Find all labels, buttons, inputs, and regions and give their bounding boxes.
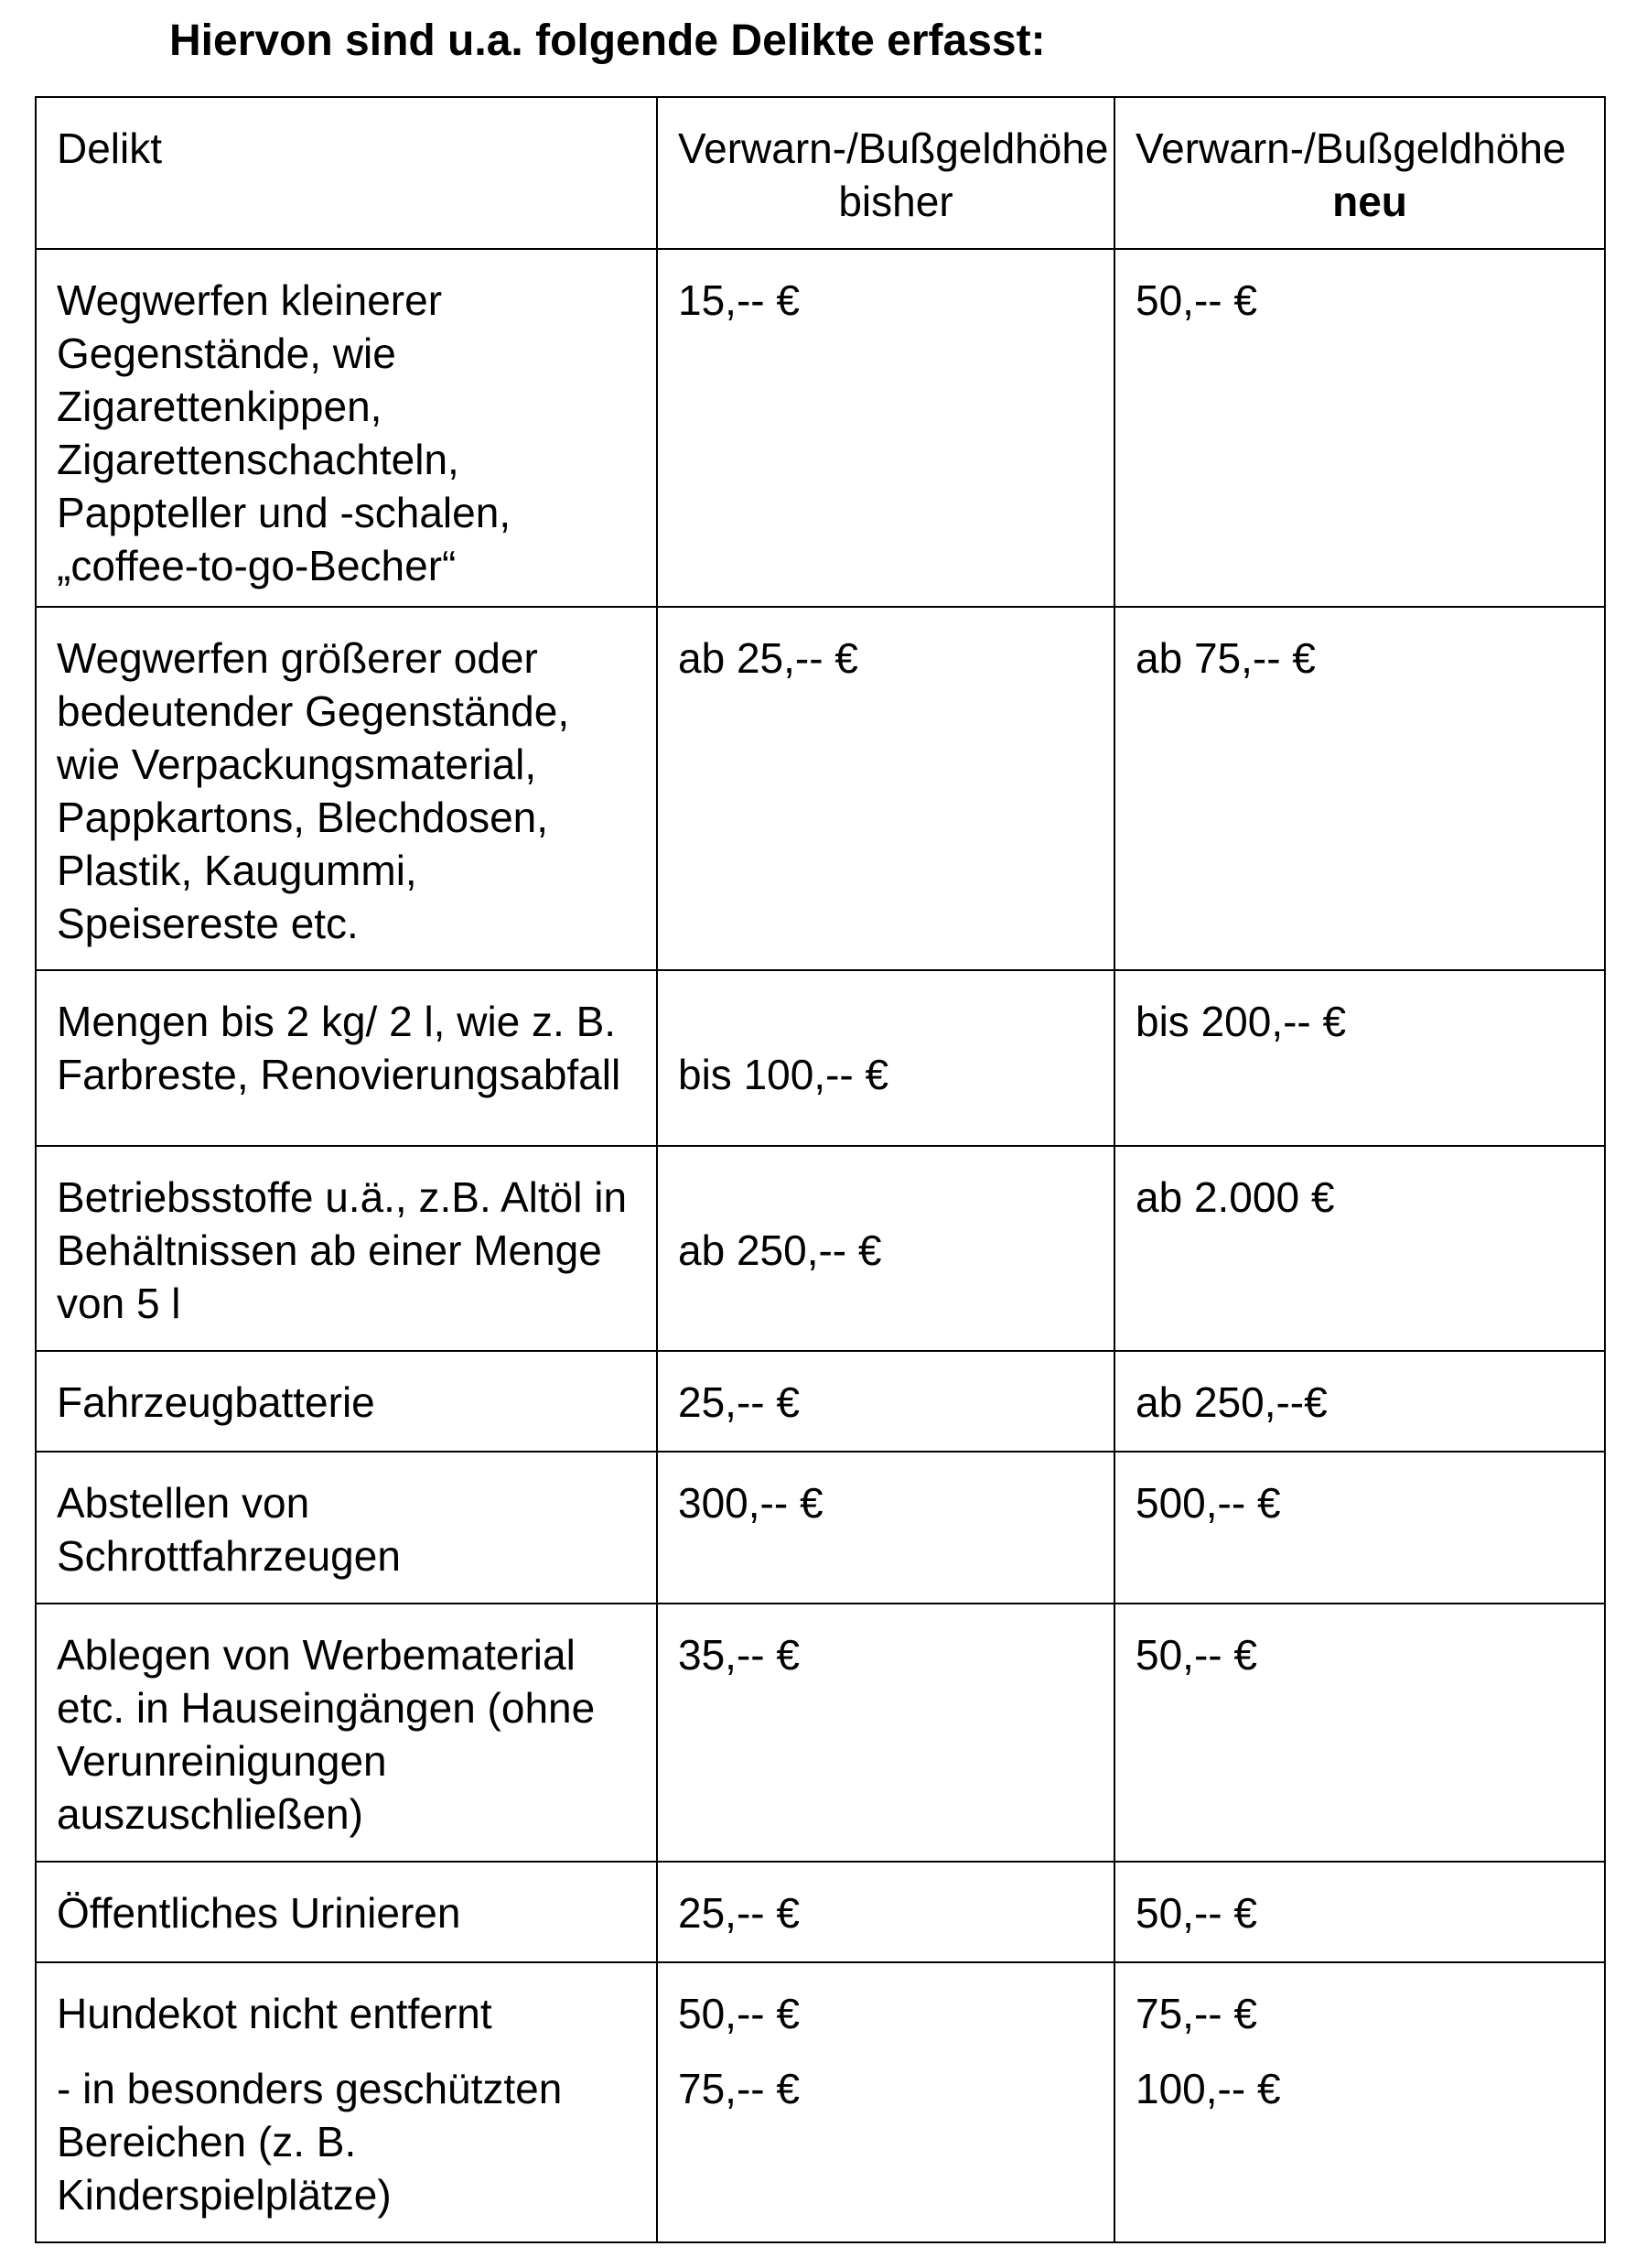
row-delikt-cell — [36, 249, 657, 607]
table-row — [36, 1962, 1605, 2242]
row-new-value: ab 75,-- € — [1136, 634, 1316, 682]
row-delikt-text: Mengen bis 2 kg/ 2 l, wie z. B. Farbreste, Renovierungsabfall — [57, 998, 621, 1098]
row-delikt-text: Wegwerfen größerer oder bedeutender Gegenstände, wie Verpackungsmaterial, Pappkartons, Blechdosen, Plastik, Kaugummi, Speisereste etc. — [57, 634, 570, 947]
row-delikt-text: Abstellen von Schrottfahrzeugen — [57, 1479, 401, 1580]
header-old-line2: bisher — [838, 178, 953, 225]
row-new-value: ab 2.000 € — [1136, 1173, 1335, 1221]
page-heading: Hiervon sind u.a. folgende Delikte erfasst: — [169, 16, 1046, 65]
row-delikt-cell — [36, 1351, 657, 1452]
row-delikt-text: Fahrzeugbatterie — [57, 1378, 375, 1426]
row-new-cell — [1114, 1452, 1605, 1604]
row-new-subvalue: 100,-- € — [1136, 2065, 1281, 2112]
row-new-cell — [1114, 970, 1605, 1146]
row-delikt-text: Wegwerfen kleinerer Gegenstände, wie Zigarettenkippen, Zigarettenschachteln, Pappteller und -schalen, „coffee-to-go-Becher“ — [57, 276, 511, 589]
header-old-line1: Verwarn-/Bußgeldhöhe — [678, 124, 1109, 172]
row-delikt-cell — [36, 1604, 657, 1862]
table-row — [36, 1146, 1605, 1351]
row-old-value: 50,-- € — [678, 1990, 800, 2037]
row-delikt-text: Ablegen von Werbematerial etc. in Hauseingängen (ohne Verunreinigungen auszuschließen) — [57, 1631, 596, 1838]
row-old-value: 300,-- € — [678, 1479, 824, 1527]
row-delikt-text: Hundekot nicht entfernt — [57, 1990, 492, 2037]
row-old-cell — [657, 970, 1114, 1146]
header-new-line2: neu — [1332, 178, 1407, 225]
row-old-cell — [657, 1604, 1114, 1862]
row-old-value: bis 100,-- € — [678, 1051, 889, 1098]
header-cell-old — [657, 97, 1114, 249]
row-old-cell — [657, 1962, 1114, 2242]
row-new-value: 50,-- € — [1136, 276, 1257, 324]
row-old-cell — [657, 1452, 1114, 1604]
row-new-value: 500,-- € — [1136, 1479, 1281, 1527]
row-new-value: 75,-- € — [1136, 1990, 1257, 2037]
row-old-value: ab 25,-- € — [678, 634, 858, 682]
table-row — [36, 1604, 1605, 1862]
row-delikt-cell — [36, 607, 657, 970]
row-old-cell — [657, 607, 1114, 970]
row-old-cell — [657, 1146, 1114, 1351]
table-row — [36, 970, 1605, 1146]
table-row — [36, 1452, 1605, 1604]
header-new-line1: Verwarn-/Bußgeldhöhe — [1136, 124, 1566, 172]
row-new-value: 50,-- € — [1136, 1631, 1257, 1679]
row-new-cell — [1114, 249, 1605, 607]
row-new-cell — [1114, 607, 1605, 970]
row-old-value: 15,-- € — [678, 276, 800, 324]
row-new-cell — [1114, 1962, 1605, 2242]
row-new-value: bis 200,-- € — [1136, 998, 1347, 1045]
row-old-cell — [657, 1862, 1114, 1962]
row-delikt-cell — [36, 1962, 657, 2242]
row-delikt-cell — [36, 1862, 657, 1962]
table-header-row — [36, 97, 1605, 249]
row-new-value: 50,-- € — [1136, 1889, 1257, 1937]
table-row — [36, 1862, 1605, 1962]
row-old-cell — [657, 249, 1114, 607]
table-row — [36, 249, 1605, 607]
fines-table — [35, 96, 1606, 2243]
table-row — [36, 607, 1605, 970]
row-delikt-cell — [36, 1146, 657, 1351]
row-delikt-cell — [36, 1452, 657, 1604]
row-delikt-text: Öffentliches Urinieren — [57, 1889, 461, 1937]
table-row — [36, 1351, 1605, 1452]
row-old-value: 35,-- € — [678, 1631, 800, 1679]
header-cell-delikt — [36, 97, 657, 249]
row-delikt-cell — [36, 970, 657, 1146]
row-new-cell — [1114, 1146, 1605, 1351]
row-old-value: 25,-- € — [678, 1889, 800, 1937]
row-old-subvalue: 75,-- € — [678, 2065, 800, 2112]
row-delikt-text: Betriebsstoffe u.ä., z.B. Altöl in Behältnissen ab einer Menge von 5 l — [57, 1173, 628, 1327]
row-new-value: ab 250,--€ — [1136, 1378, 1328, 1426]
header-delikt-label: Delikt — [57, 124, 163, 172]
row-old-cell — [657, 1351, 1114, 1452]
row-new-cell — [1114, 1351, 1605, 1452]
header-cell-new — [1114, 97, 1605, 249]
row-delikt-subtext: - in besonders geschützten Bereichen (z. B. Kinderspielplätze) — [57, 2065, 563, 2219]
row-new-cell — [1114, 1862, 1605, 1962]
row-old-value: 25,-- € — [678, 1378, 800, 1426]
row-old-value: ab 250,-- € — [678, 1226, 882, 1274]
row-new-cell — [1114, 1604, 1605, 1862]
